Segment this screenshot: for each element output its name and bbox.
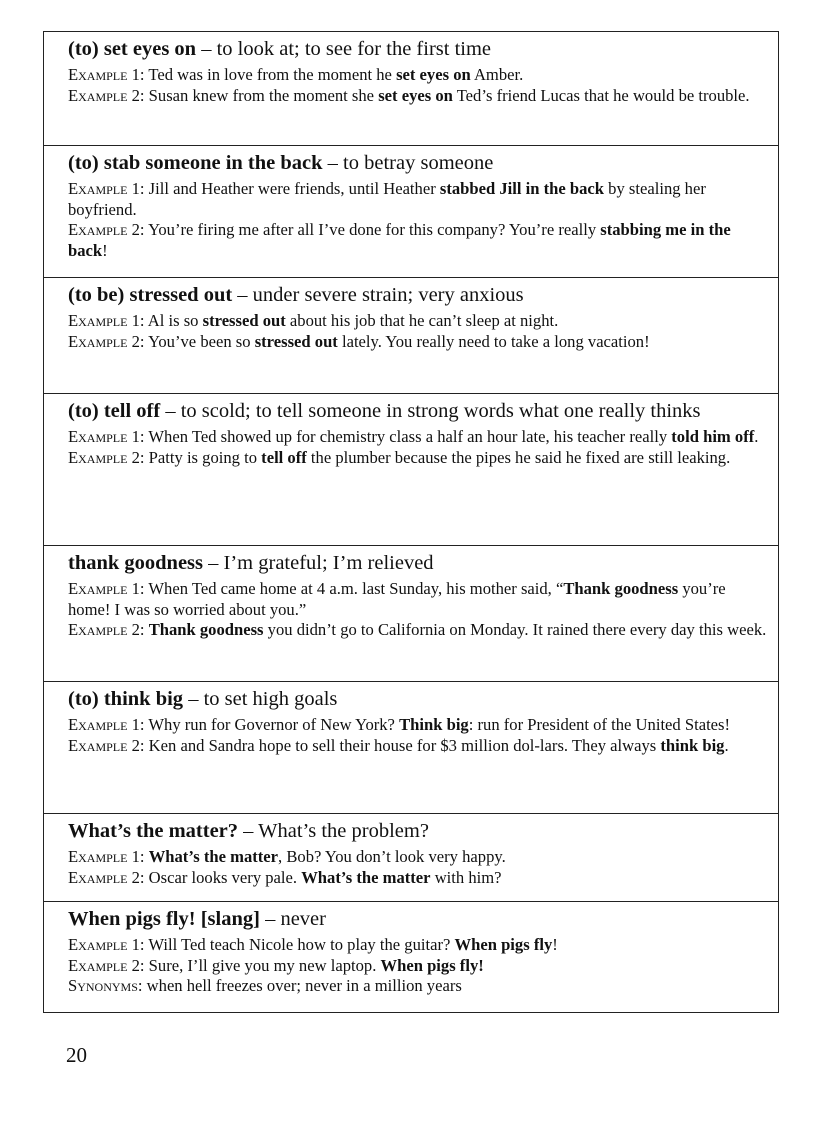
- example-text: Patty is going to: [144, 447, 262, 467]
- example-text: Ken and Sandra hope to sell their house for $3 million dol-lars. They always: [144, 735, 661, 755]
- example-text: , Bob? You don’t look very happy.: [278, 847, 506, 866]
- idiom-highlight: Think big: [399, 715, 469, 734]
- idiom-definition: – to set high goals: [183, 688, 338, 710]
- example-label: Synonyms:: [68, 976, 143, 995]
- example-text: when hell freezes over; never in a million years: [142, 976, 462, 995]
- idiom-term: thank goodness: [68, 552, 204, 574]
- example-text: .: [724, 735, 729, 755]
- example-label: Example 1:: [68, 935, 145, 954]
- example-text: Jill and Heather were friends, until Heather: [144, 179, 440, 198]
- idiom-highlight: What’s the matter: [148, 847, 279, 866]
- example-line: [68, 715, 768, 736]
- idiom-highlight: stabbing me in the back: [68, 220, 731, 260]
- example-line: [68, 620, 768, 641]
- example-label: Example 2:: [68, 85, 145, 105]
- example-label: Example 2:: [68, 620, 145, 639]
- idiom-definition: – to look at; to see for the first time: [196, 38, 492, 60]
- example-text: You’re firing me after all I’ve done for this company? You’re really: [144, 220, 601, 239]
- example-line: [68, 956, 768, 977]
- idiom-heading: [68, 282, 768, 308]
- idiom-definition: – to betray someone: [322, 152, 494, 174]
- idiom-highlight: stabbed Jill in the back: [439, 179, 605, 198]
- idiom-heading: [68, 686, 768, 712]
- idiom-highlight: set eyes on: [396, 65, 471, 84]
- idiom-heading: [68, 150, 768, 176]
- idiom-term: (to) stab someone in the back: [68, 152, 323, 174]
- example-text: !: [102, 240, 108, 260]
- example-label: Example 2:: [68, 331, 145, 351]
- example-line: [68, 736, 768, 757]
- idiom-term: (to) think big: [68, 688, 184, 710]
- idiom-definition: – I’m grateful; I’m relieved: [203, 552, 434, 574]
- example-line: [68, 179, 768, 220]
- idiom-entry: [44, 814, 778, 902]
- example-line: [68, 935, 768, 956]
- idiom-term: What’s the matter?: [68, 820, 239, 842]
- idiom-term: (to) set eyes on: [68, 38, 197, 60]
- idiom-definition: – What’s the problem?: [238, 820, 429, 842]
- example-line: [68, 332, 768, 353]
- idiom-highlight: think big: [660, 735, 725, 755]
- example-text: lately. You really need to take a long vacation!: [337, 331, 650, 351]
- example-text: Susan knew from the moment she: [144, 85, 379, 105]
- idiom-definition: – never: [259, 908, 326, 930]
- example-line: [68, 868, 768, 889]
- example-label: Example 1:: [68, 65, 145, 84]
- example-label: Example 1:: [68, 579, 145, 598]
- example-label: Example 1:: [68, 427, 145, 446]
- example-label: Example 1:: [68, 179, 145, 198]
- example-label: Example 2:: [68, 735, 145, 755]
- example-text: Oscar looks very pale.: [144, 867, 302, 887]
- idiom-entry: [44, 394, 778, 546]
- idiom-definition: – under severe strain; very anxious: [232, 284, 524, 306]
- example-label: Example 1:: [68, 311, 145, 330]
- idiom-entry: [44, 682, 778, 814]
- example-line: [68, 65, 768, 86]
- example-text: the plumber because the pipes he said he fixed are still leaking.: [306, 447, 731, 467]
- idiom-definition: – to scold; to tell someone in strong words what one really thinks: [160, 400, 701, 422]
- example-line: [68, 427, 768, 448]
- idiom-heading: [68, 906, 768, 932]
- example-label: Example 2:: [68, 867, 145, 887]
- example-line: [68, 976, 768, 997]
- idiom-term: When pigs fly! [slang]: [68, 908, 260, 930]
- example-text: Will Ted teach Nicole how to play the guitar?: [144, 935, 455, 954]
- idiom-list: [43, 31, 779, 1013]
- example-text: about his job that he can’t sleep at night.: [285, 311, 559, 330]
- example-text: you’re home! I was so worried about you.”: [68, 579, 726, 619]
- example-label: Example 2:: [68, 220, 145, 239]
- idiom-heading: [68, 36, 768, 62]
- example-line: [68, 448, 768, 469]
- idiom-highlight: What’s the matter: [301, 867, 431, 887]
- idiom-entry: [44, 32, 778, 146]
- example-text: !: [552, 935, 558, 954]
- idiom-heading: [68, 398, 768, 424]
- example-text: When Ted showed up for chemistry class a half an hour late, his teacher really: [144, 427, 672, 446]
- example-text: You’ve been so: [144, 331, 255, 351]
- example-line: [68, 220, 768, 261]
- example-text: When Ted came home at 4 a.m. last Sunday, his mother said, “: [144, 579, 564, 598]
- example-text: Al is so: [144, 311, 203, 330]
- example-text: Sure, I’ll give you my new laptop.: [144, 955, 381, 975]
- idiom-entry: [44, 278, 778, 394]
- example-text: Why run for Governor of New York?: [144, 715, 400, 734]
- idiom-entry: [44, 146, 778, 278]
- example-line: [68, 86, 768, 107]
- example-text: .: [754, 427, 759, 446]
- page-number: 20: [66, 1043, 87, 1067]
- example-text: with him?: [430, 867, 502, 887]
- example-line: [68, 847, 768, 868]
- idiom-highlight: When pigs fly!: [380, 955, 484, 975]
- idiom-highlight: Thank goodness: [563, 579, 679, 598]
- idiom-entry: [44, 902, 778, 1012]
- idiom-entry: [44, 546, 778, 682]
- idiom-highlight: stressed out: [254, 331, 338, 351]
- idiom-highlight: tell off: [261, 447, 307, 467]
- example-label: Example 1:: [68, 715, 145, 734]
- example-text: : run for President of the United States!: [468, 715, 731, 734]
- example-label: Example 1:: [68, 847, 145, 866]
- idiom-highlight: When pigs fly: [454, 935, 553, 954]
- example-line: [68, 311, 768, 332]
- idiom-highlight: set eyes on: [378, 85, 453, 105]
- example-label: Example 2:: [68, 955, 145, 975]
- idiom-heading: [68, 818, 768, 844]
- idiom-highlight: told him off: [671, 427, 755, 446]
- idiom-heading: [68, 550, 768, 576]
- example-line: [68, 579, 768, 620]
- example-text: Ted was in love from the moment he: [144, 65, 397, 84]
- example-text: you didn’t go to California on Monday. It rained there every day this week.: [263, 620, 767, 639]
- example-text: by stealing her boyfriend.: [68, 179, 706, 219]
- idiom-highlight: stressed out: [202, 311, 286, 330]
- example-label: Example 2:: [68, 447, 145, 467]
- idiom-term: (to) tell off: [68, 400, 161, 422]
- example-text: Amber.: [470, 65, 524, 84]
- idiom-highlight: Thank goodness: [148, 620, 264, 639]
- example-text: Ted’s friend Lucas that he would be trouble.: [452, 85, 750, 105]
- idiom-term: (to be) stressed out: [68, 284, 233, 306]
